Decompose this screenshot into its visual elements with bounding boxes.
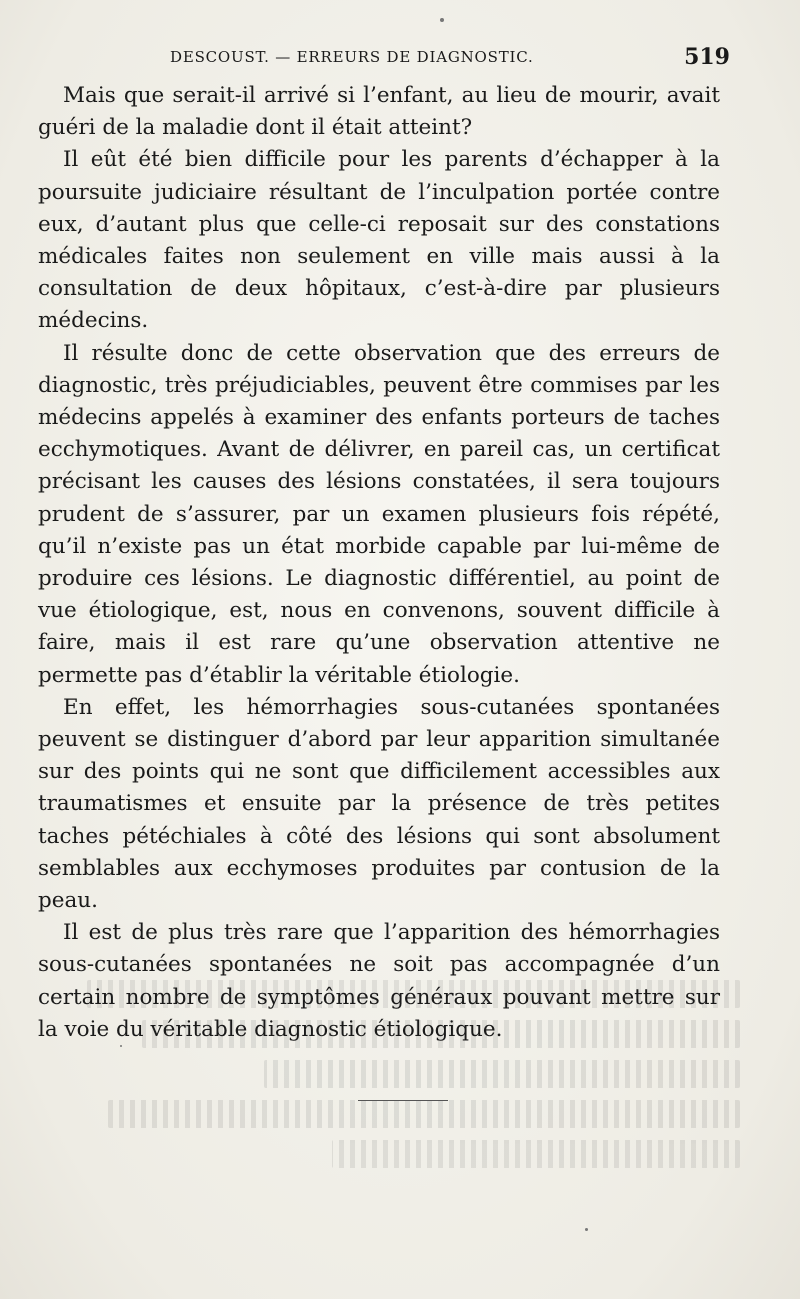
print-speck — [440, 18, 444, 22]
paragraph: Mais que serait-il arrivé si l’enfant, au lieu de mourir, avait guéri de la maladie dont il était atteint? — [38, 83, 720, 141]
paragraph: Il eût été bien difficile pour les parents d’échapper à la poursuite judiciaire résultant de l’inculpation portée contre eux, d’autant plus que celle-ci reposait sur des constations médicales faites non seulement en ville mais aussi à la consultation de deux hôpitaux, c’est-à-dire par plusieurs médecins. — [38, 147, 720, 334]
body-text — [38, 80, 720, 1046]
page-number: 519 — [684, 44, 730, 70]
print-speck — [120, 1045, 122, 1047]
print-speck — [585, 1228, 588, 1231]
divider-rule — [358, 1100, 448, 1101]
paragraph: Il résulte donc de cette observation que des erreurs de diagnostic, très préjudiciables, peuvent être commises par les médecins appelés à examiner des enfants porteurs de taches ecchymotiques. Avant de délivrer, en pareil cas, un certificat précisant les causes des lésions constatées, il sera toujours prudent de s’assurer, par un examen plusieurs fois répété, qu’il n’existe pas un état morbide capable par lui-même de produire ces lésions. Le diagnostic différentiel, au point de vue étiologique, est, nous en convenons, souvent difficile à faire, mais il est rare qu’une observation attentive ne permette pas d’établir la véritable étiologie. — [38, 340, 720, 688]
paragraph: Il est de plus très rare que l’apparition des hémorrhagies sous-cutanées spontanées ne soit pas accompagnée d’un certain nombre de symptômes généraux pouvant mettre sur la voie du véritable diagnostic étiologique. — [38, 920, 720, 1042]
running-title: DESCOUST. — ERREURS DE DIAGNOSTIC. — [170, 48, 534, 66]
paragraph: En effet, les hémorrhagies sous-cutanées spontanées peuvent se distinguer d’abord par leur apparition simultanée sur des points qui ne sont que difficilement accessibles aux traumatismes et ensuite par la présence de très petites taches pétéchiales à côté des lésions qui sont absolument semblables aux ecchymoses produites par contusion de la peau. — [38, 694, 720, 914]
page-header — [170, 40, 730, 74]
